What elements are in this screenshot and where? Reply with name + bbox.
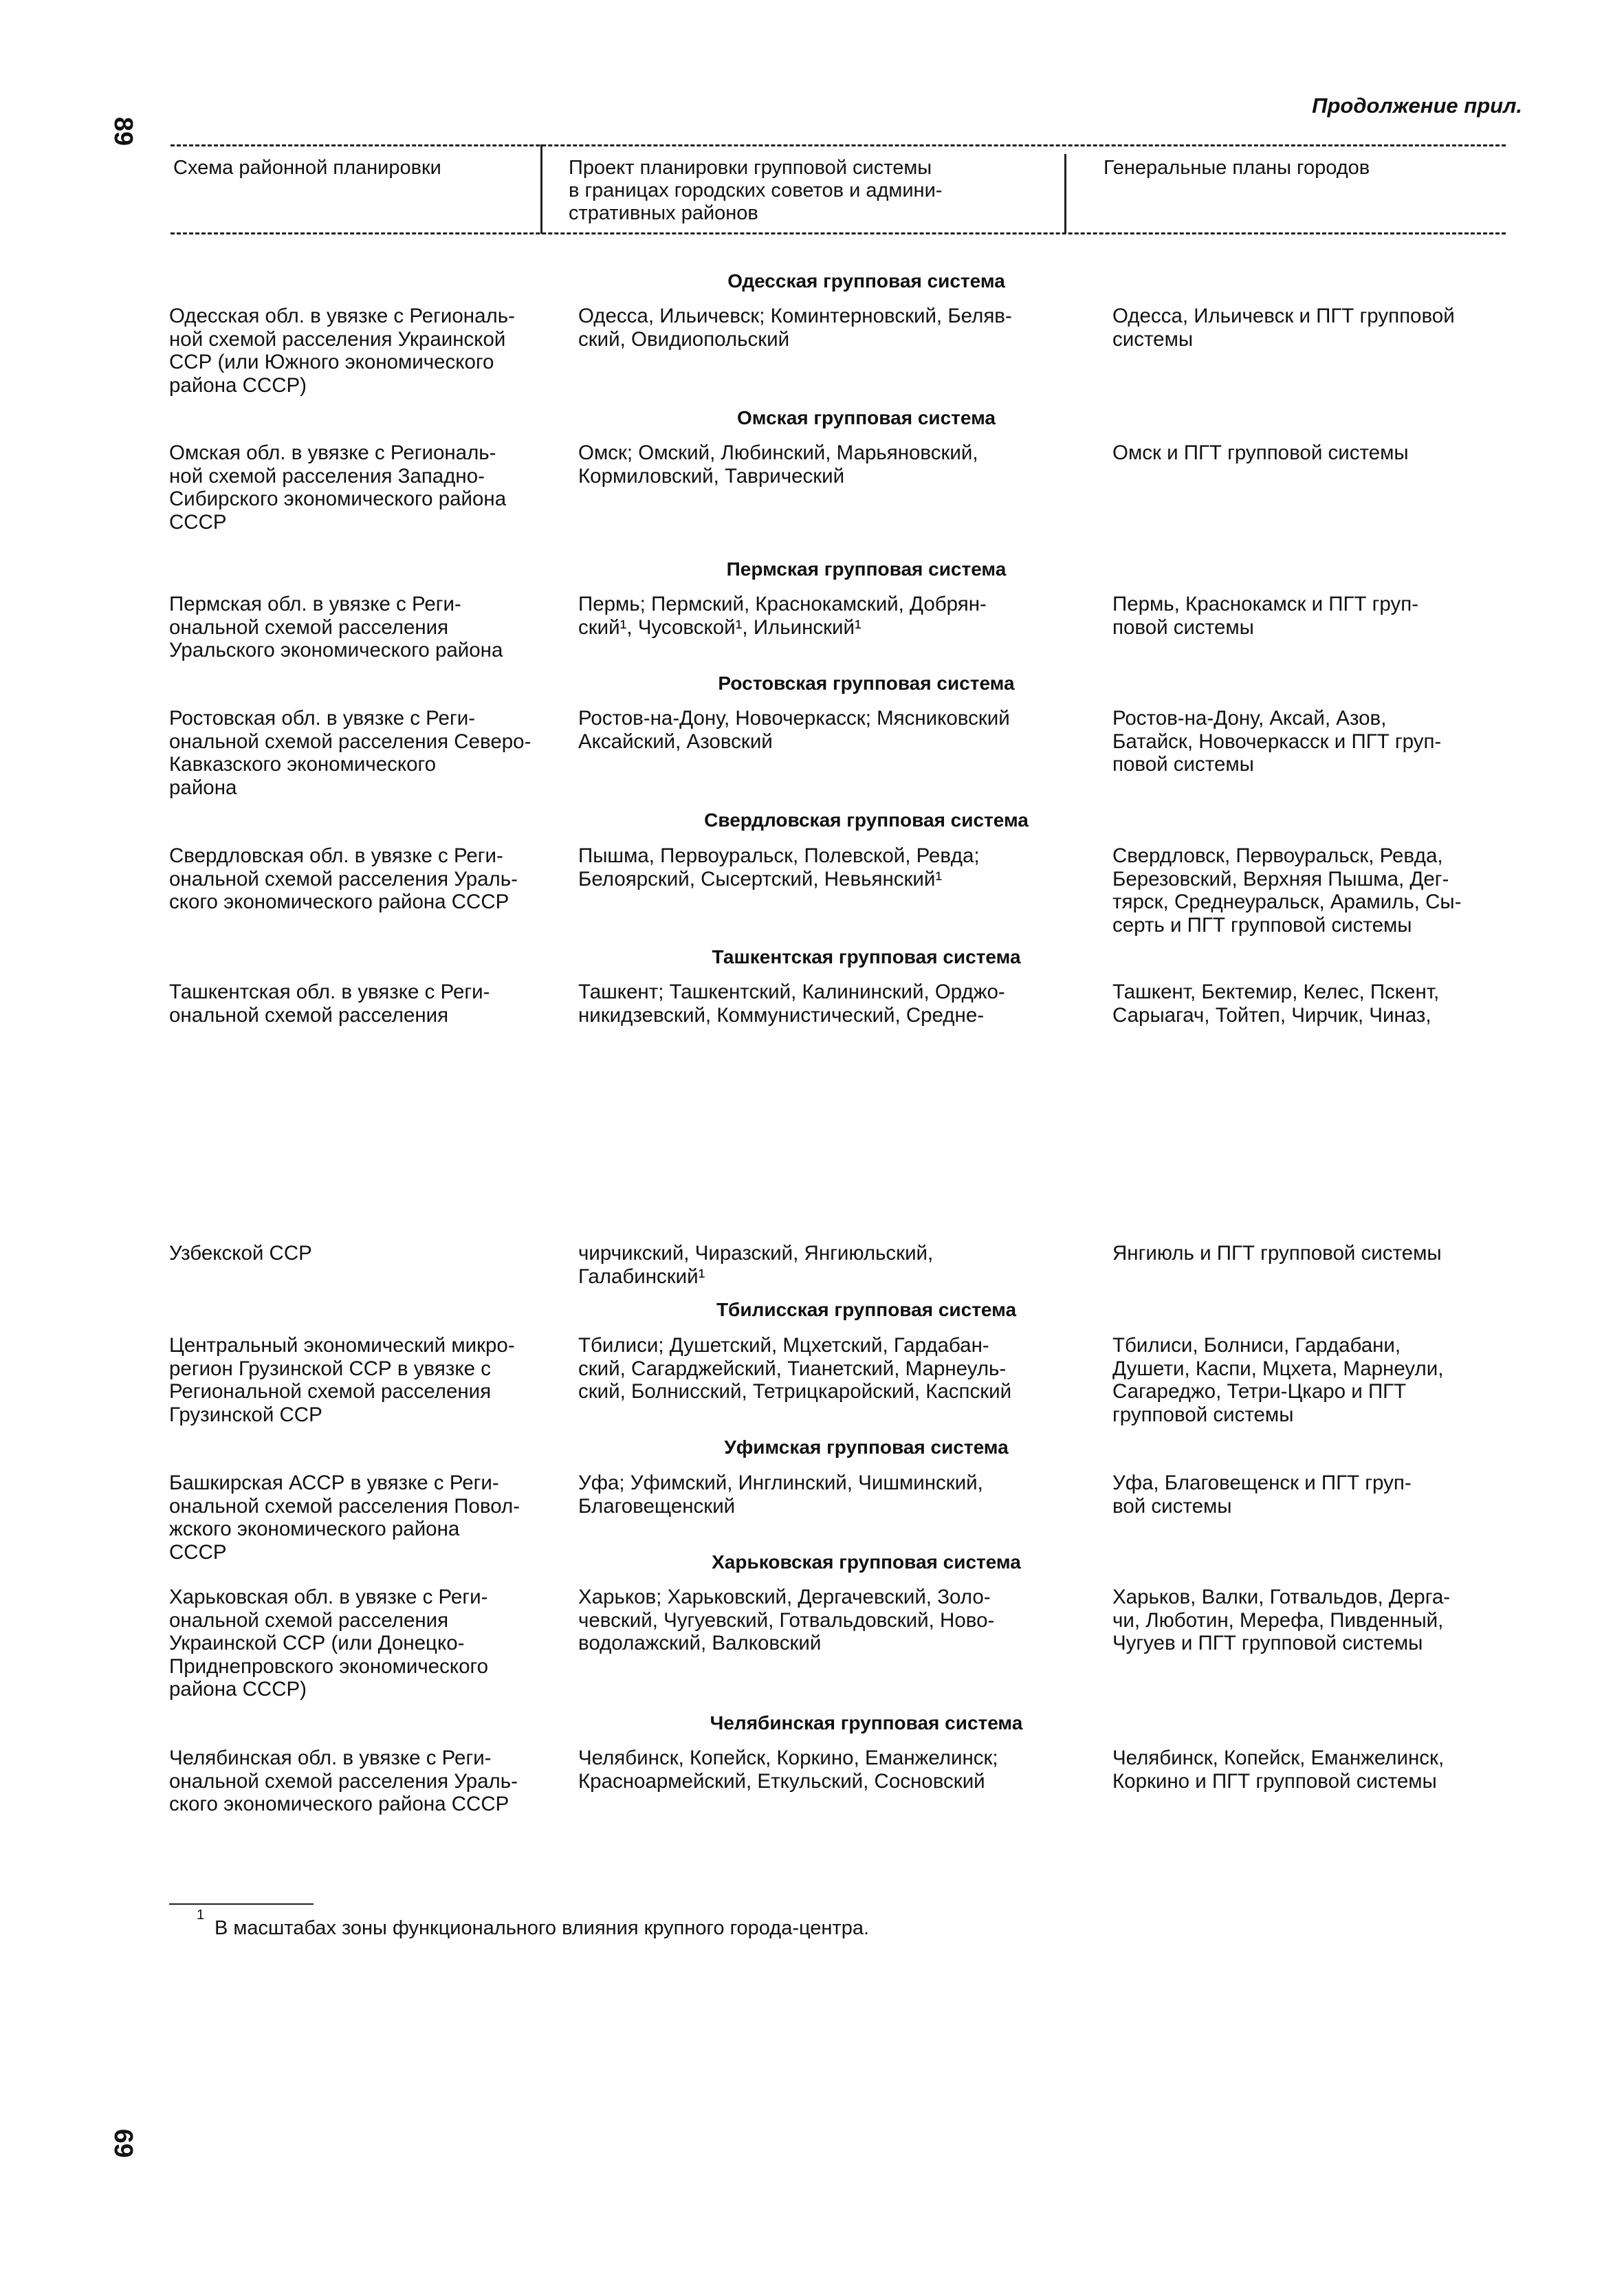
tbilisi-col2: Тбилиси; Душетский, Мцхетский, Гардабан- ский, Сагарджейский, Тианетский, Марнеуль- ский, Болнисский, Тетрицкаройский, Каспский [578, 1334, 1012, 1403]
header-top-rule [171, 144, 1506, 146]
header-col2: Проект планировки групповой системы в границах городских советов и админи- стративных районов [569, 157, 943, 224]
header-col1: Схема районной планировки [173, 157, 441, 179]
kharkov-col3: Харьков, Валки, Готвальдов, Дерга- чи, Люботин, Мерефа, Пивденный, Чугуев и ПГТ групповой системы [1112, 1586, 1451, 1654]
odessa-col3: Одесса, Ильичевск и ПГТ групповой системы [1112, 305, 1455, 351]
header-bottom-rule [171, 232, 1506, 234]
section-title-tbilisi: Тбилисская групповая система [716, 1299, 1017, 1320]
section-title-omsk: Омская групповая система [736, 407, 996, 428]
header-divider-1 [540, 144, 542, 234]
tbilisi-col1: Центральный экономический микро- регион Грузинской ССР в увязке с Региональной схемой расселения Грузинской ССР [169, 1334, 515, 1426]
ufa-col3: Уфа, Благовещенск и ПГТ груп- вой системы [1112, 1472, 1412, 1518]
section-title-ufa: Уфимская групповая система [724, 1436, 1009, 1458]
perm-col3: Пермь, Краснокамск и ПГТ груп- повой системы [1112, 593, 1419, 639]
kharkov-col1: Харьковская обл. в увязке с Реги- ональной схемой расселения Украинской ССР (или Донецко- Приднепровского экономического района СССР) [169, 1586, 489, 1701]
rostov-col2: Ростов-на-Дону, Новочеркасск; Мясниковский Аксайский, Азовский [578, 707, 1010, 753]
ufa-col2: Уфа; Уфимский, Инглинский, Чишминский, Благовещенский [578, 1472, 983, 1518]
section-title-rostov: Ростовская групповая система [718, 673, 1015, 694]
footnote-text: В масштабах зоны функционального влияния крупного города-центра. [215, 1917, 870, 1939]
tashkent-col1: Ташкентская обл. в увязке с Реги- ональной схемой расселения [169, 981, 490, 1027]
odessa-col2: Одесса, Ильичевск; Коминтерновский, Беляв- ский, Овидиопольский [578, 305, 1012, 351]
section-title-tashkent: Ташкентская групповая система [712, 946, 1021, 967]
chelyabinsk-col3: Челябинск, Копейск, Еманжелинск, Коркино и ПГТ групповой системы [1112, 1747, 1445, 1793]
header-col3: Генеральные планы городов [1104, 157, 1370, 179]
rostov-col1: Ростовская обл. в увязке с Реги- ональной схемой расселения Северо- Кавказского экономического района [169, 707, 531, 799]
tashkent-col3: Ташкент, Бектемир, Келес, Пскент, Сарыагач, Тойтеп, Чирчик, Чиназ, [1112, 981, 1440, 1027]
sverdlovsk-col1: Свердловская обл. в увязке с Реги- ональной схемой расселения Ураль- ского экономического района СССР [169, 844, 518, 913]
perm-col1: Пермская обл. в увязке с Реги- ональной схемой расселения Уральского экономического района [169, 593, 503, 662]
omsk-col1: Омская обл. в увязке с Региональ- ной схемой расселения Западно- Сибирского экономического района СССР [169, 441, 507, 534]
footnote-marker: 1 [197, 1907, 205, 1923]
section-title-kharkov: Харьковская групповая система [712, 1551, 1021, 1573]
section-title-odessa: Одесская групповая система [727, 270, 1005, 292]
chelyabinsk-col2: Челябинск, Копейск, Коркино, Еманжелинск; Красноармейский, Еткульский, Сосновский [578, 1747, 998, 1793]
odessa-col1: Одесская обл. в увязке с Региональ- ной схемой расселения Украинской ССР (или Южного экономического района СССР) [169, 305, 515, 397]
sverdlovsk-col3: Свердловск, Первоуральск, Ревда, Березовский, Верхняя Пышма, Дег- тярск, Среднеуральск, Арамиль, Сы- серть и ПГТ групповой системы [1112, 844, 1462, 937]
section-title-perm: Пермская групповая система [726, 558, 1007, 580]
continuation-note: Продолжение прил. [1312, 94, 1522, 118]
tbilisi-col3: Тбилиси, Болниси, Гардабани, Душети, Каспи, Мцхета, Марнеули, Сагареджо, Тетри-Цкаро и ПГТ групповой системы [1112, 1334, 1444, 1426]
perm-col2: Пермь; Пермский, Краснокамский, Добрян- ский¹, Чусовской¹, Ильинский¹ [578, 593, 987, 639]
tashkent-cont-col1: Узбекской ССР [169, 1242, 312, 1265]
omsk-col2: Омск; Омский, Любинский, Марьяновский, Кормиловский, Таврический [578, 441, 978, 488]
sverdlovsk-col2: Пышма, Первоуральск, Полевской, Ревда; Белоярский, Сысертский, Невьянский¹ [578, 844, 980, 890]
page-number-bottom: 69 [109, 2128, 138, 2158]
section-title-chelyabinsk: Челябинская групповая система [710, 1712, 1023, 1734]
ufa-col1: Башкирская АССР в увязке с Реги- ональной схемой расселения Повол- жского экономического района СССР [169, 1472, 520, 1564]
kharkov-col2: Харьков; Харьковский, Дергачевский, Золо- чевский, Чугуевский, Готвальдовский, Ново- водолажский, Валковский [578, 1586, 995, 1654]
omsk-col3: Омск и ПГТ групповой системы [1112, 441, 1409, 464]
header-divider-2 [1064, 154, 1066, 234]
tashkent-cont-col2: чирчикский, Чиразский, Янгиюльский, Галабинский¹ [578, 1242, 934, 1288]
tashkent-col2: Ташкент; Ташкентский, Калининский, Орджо- никидзевский, Коммунистический, Средне- [578, 981, 1005, 1027]
page-number-top: 89 [109, 116, 138, 146]
footnote-rule [169, 1903, 314, 1905]
rostov-col3: Ростов-на-Дону, Аксай, Азов, Батайск, Новочеркасск и ПГТ груп- повой системы [1112, 707, 1442, 776]
tashkent-cont-col3: Янгиюль и ПГТ групповой системы [1112, 1242, 1442, 1265]
section-title-sverdlovsk: Свердловская групповая система [704, 809, 1029, 831]
chelyabinsk-col1: Челябинская обл. в увязке с Реги- ональной схемой расселения Ураль- ского экономического района СССР [169, 1747, 518, 1815]
